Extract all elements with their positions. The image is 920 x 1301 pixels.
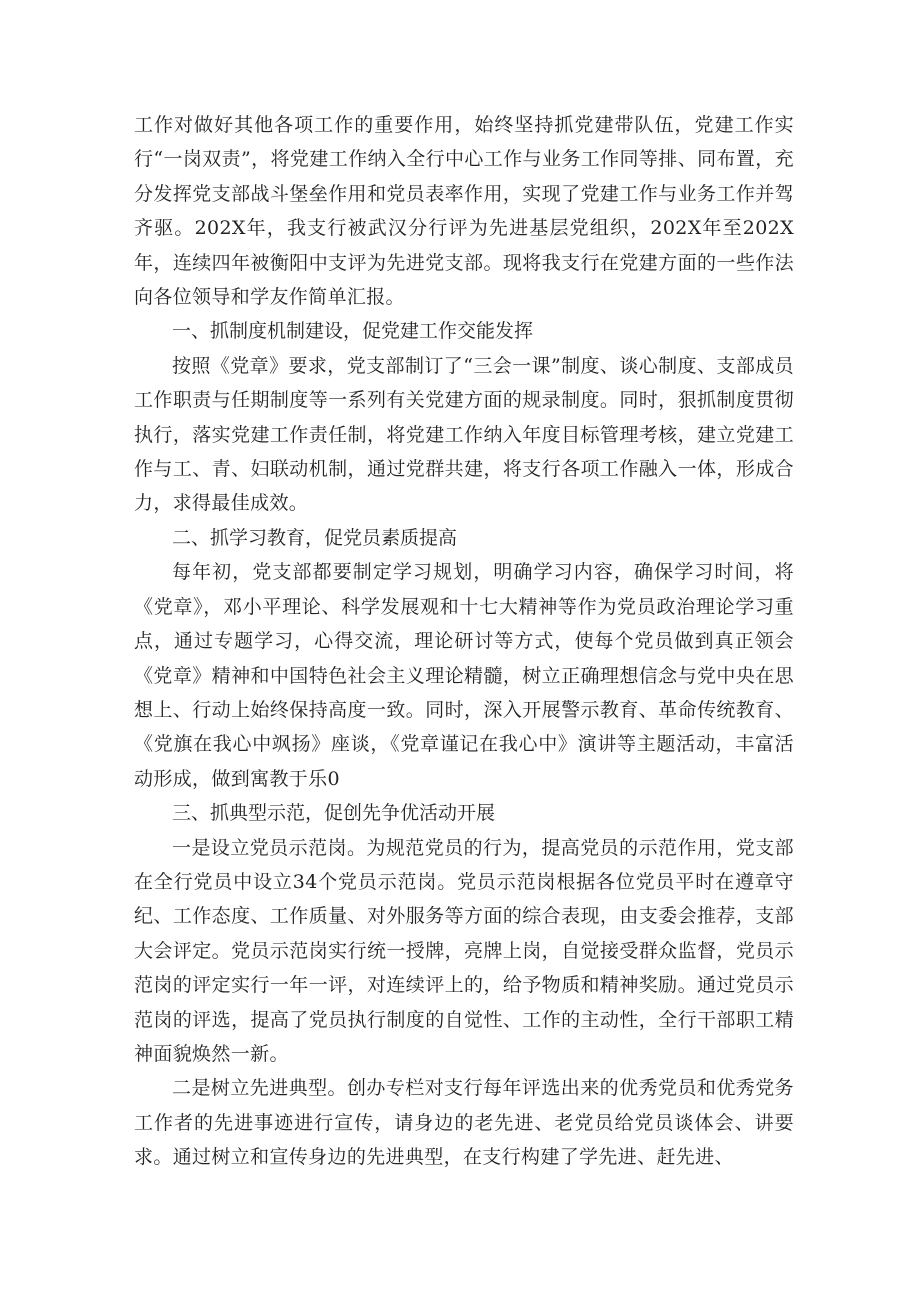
- body-paragraph: 二是树立先进典型。创办专栏对支行每年评选出来的优秀党员和优秀党务工作者的先进事迹进行宣传，请身边的老先进、老党员给党员谈体会、讲要求。通过树立和宣传身边的先进典型，在支行构建了学先进、赶先进、: [134, 1077, 794, 1169]
- section-heading: 一、抓制度机制建设，促党建工作交能发挥: [172, 320, 534, 343]
- document-page: [134, 108, 794, 1175]
- section-heading: 二、抓学习教育，促党员素质提高: [172, 526, 458, 549]
- section-heading: 三、抓典型示范，促创先争优活动开展: [172, 802, 496, 825]
- body-paragraph: 每年初，党支部都要制定学习规划，明确学习内容，确保学习时间，将《党章》，邓小平理论、科学发展观和十七大精神等作为党员政治理论学习重点，通过专题学习，心得交流，理论研讨等方式，使每个党员做到真正领会《党章》精神和中国特色社会主义理论精髓，树立正确理想信念与党中央在思想上、行动上始终保持高度一致。同时，深入开展警示教育、革命传统教育、《党旗在我心中飒扬》座谈，《党章谨记在我心中》演讲等主题活动，丰富活动形成，做到寓教于乐0: [134, 561, 794, 790]
- body-paragraph: 按照《党章》要求，党支部制订了“三会一课”制度、谈心制度、支部成员工作职责与任期制度等一系列有关党建方面的规录制度。同时，狠抓制度贯彻执行，落实党建工作责任制，将党建工作纳入年度目标管理考核，建立党建工作与工、青、妇联动机制，通过党群共建，将支行各项工作融入一体，形成合力，求得最佳成效。: [134, 354, 794, 515]
- body-paragraph: 一是设立党员示范岗。为规范党员的行为，提高党员的示范作用，党支部在全行党员中设立34个党员示范岗。党员示范岗根据各位党员平时在遵章守纪、工作态度、工作质量、对外服务等方面的综合表现，由支委会推荐，支部大会评定。党员示范岗实行统一授牌，亮牌上岗，自觉接受群众监督，党员示范岗的评定实行一年一评，对连续评上的，给予物质和精神奖励。通过党员示范岗的评选，提高了党员执行制度的自觉性、工作的主动性，全行干部职工精神面貌焕然一新。: [134, 836, 794, 1065]
- body-paragraph: 工作对做好其他各项工作的重要作用，始终坚持抓党建带队伍，党建工作实行“一岗双责”，将党建工作纳入全行中心工作与业务工作同等排、同布置，充分发挥党支部战斗堡垒作用和党员表率作用，实现了党建工作与业务工作并驾齐驱。202X年，我支行被武汉分行评为先进基层党组织，202X年至202X年，连续四年被衡阳中支评为先进党支部。现将我支行在党建方面的一些作法向各位领导和学友作简单汇报。: [134, 114, 794, 309]
